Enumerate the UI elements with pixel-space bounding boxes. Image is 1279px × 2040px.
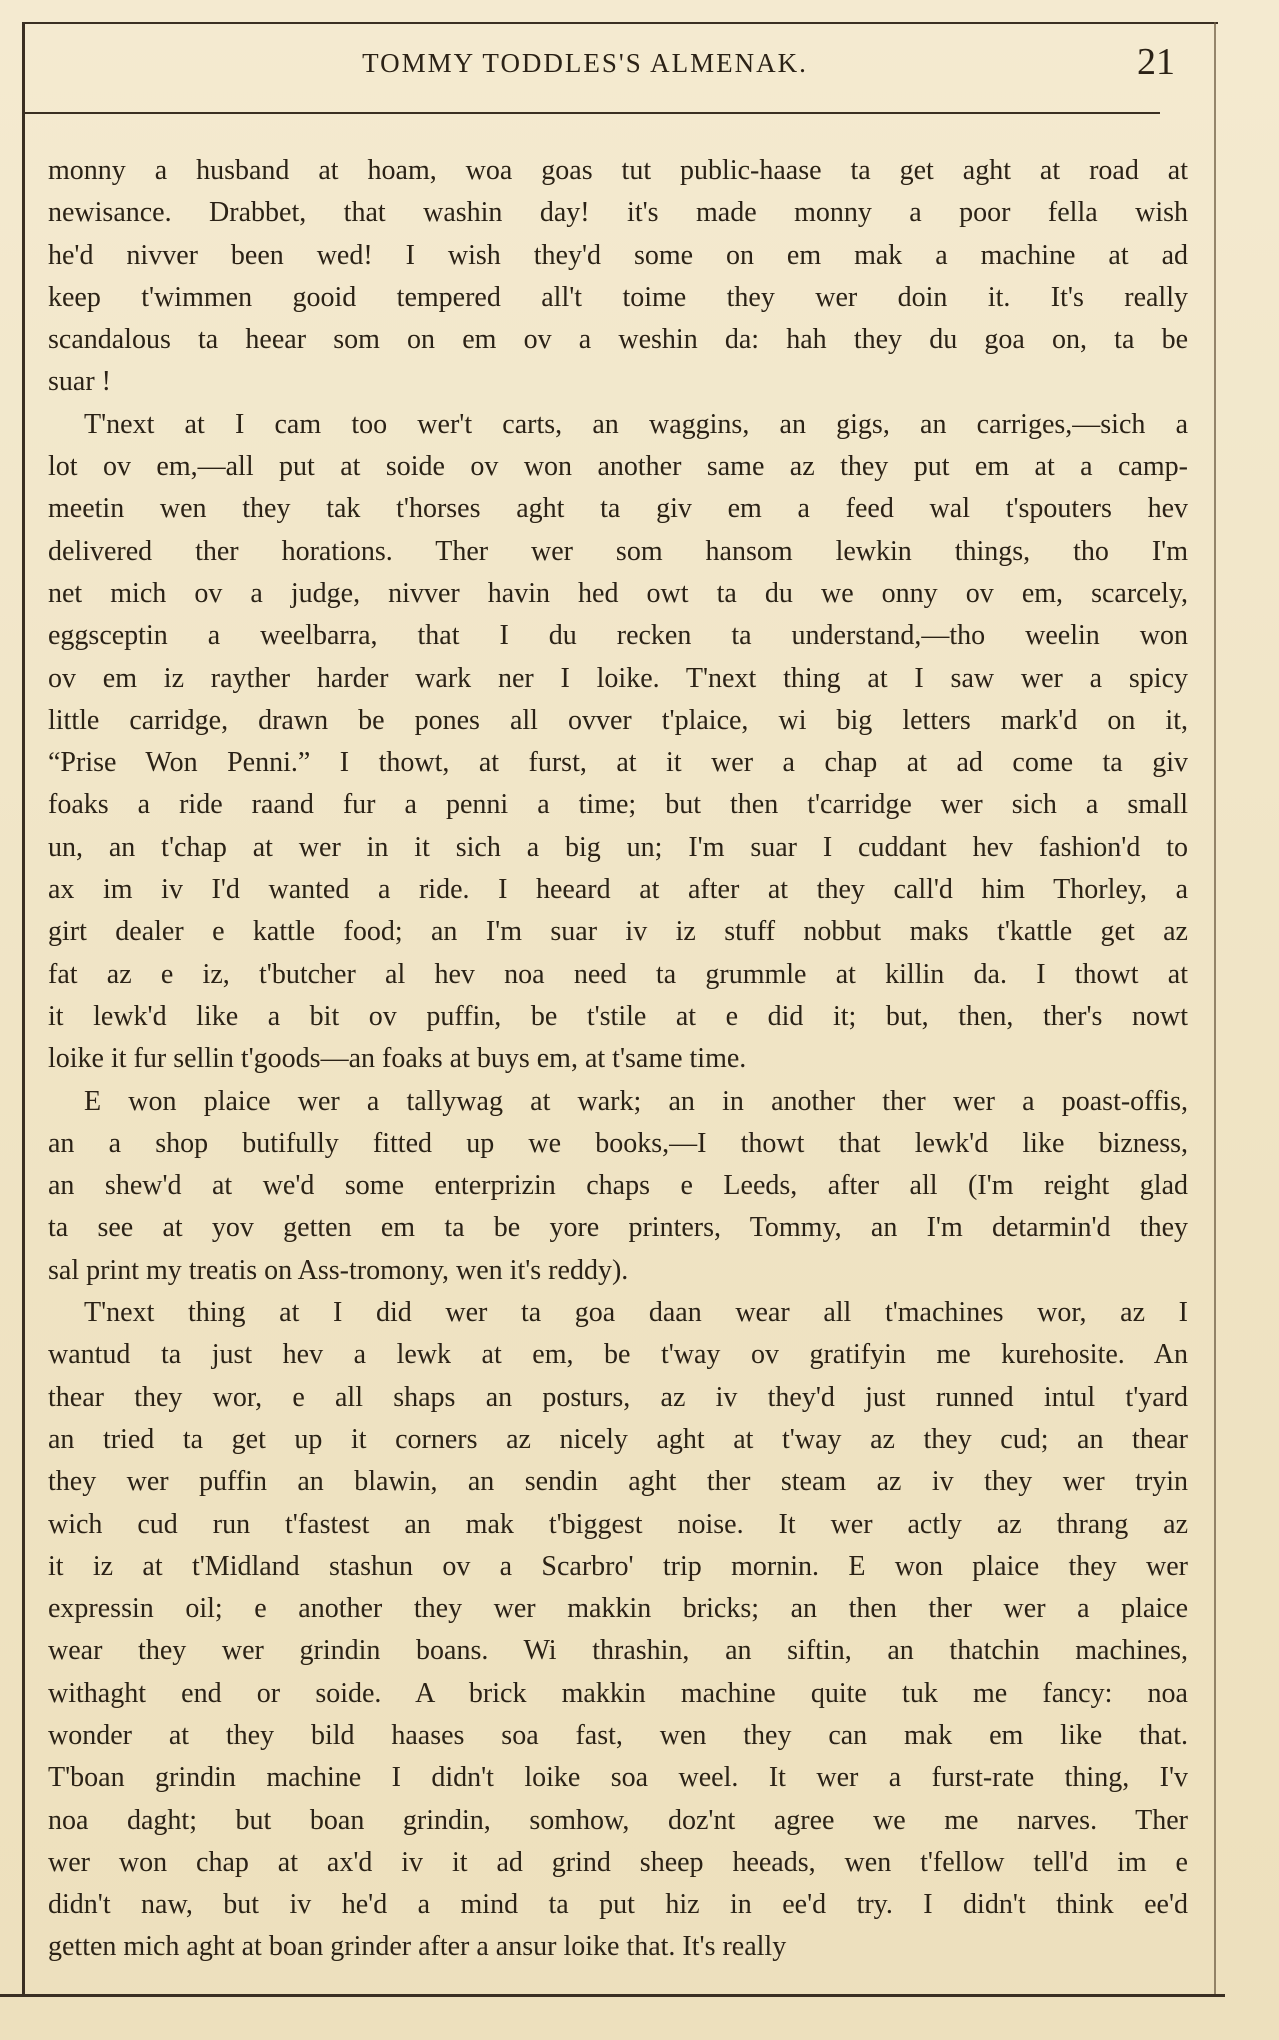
text-line: it iz at t'Midland stashun ov a Scarbro' trip mornin. E won plaice they wer	[48, 1550, 1188, 1582]
text-line: meetin wen they tak t'horses aght ta giv em a feed wal t'spouters hev	[48, 493, 1188, 525]
text-line: wich cud run t'fastest an mak t'biggest noise. It wer actly az thrang az	[48, 1508, 1188, 1540]
text-line: T'boan grindin machine I didn't loike soa weel. It wer a furst-rate thing, I'v	[48, 1762, 1188, 1794]
paragraph	[48, 150, 1188, 404]
page-header	[25, 40, 1185, 90]
header-rule	[25, 112, 1160, 114]
text-line: getten mich aght at boan grinder after a ansur loike that. It's really	[48, 1931, 787, 1963]
text-line: delivered ther horations. Ther wer som hansom lewkin things, tho I'm	[48, 535, 1188, 567]
text-line: T'next thing at I did wer ta goa daan wear all t'machines wor, az I	[84, 1297, 1188, 1329]
text-line: noa daght; but boan grindin, somhow, doz'nt agree we me narves. Ther	[48, 1804, 1188, 1836]
text-line: keep t'wimmen gooid tempered all't toime they wer doin it. It's really	[48, 281, 1188, 313]
text-line: wear they wer grindin boans. Wi thrashin, an siftin, an thatchin machines,	[48, 1635, 1188, 1667]
text-line: loike it fur sellin t'goods—an foaks at buys em, at t'same time.	[48, 1043, 747, 1075]
text-line: suar !	[48, 366, 111, 398]
paragraph	[48, 1081, 1188, 1292]
text-line: they wer puffin an blawin, an sendin aght ther steam az iv they wer tryin	[48, 1466, 1188, 1498]
text-line: little carridge, drawn be pones all ovver t'plaice, wi big letters mark'd on it,	[48, 704, 1188, 736]
text-line: ta see at yov getten em ta be yore printers, Tommy, an I'm detarmin'd they	[48, 1212, 1188, 1244]
text-line: wantud ta just hev a lewk at em, be t'way ov gratifyin me kurehosite. An	[48, 1339, 1188, 1371]
text-line: foaks a ride raand fur a penni a time; but then t'carridge wer sich a small	[48, 789, 1188, 821]
text-line: didn't naw, but iv he'd a mind ta put hiz in ee'd try. I didn't think ee'd	[48, 1889, 1188, 1921]
text-line: monny a husband at hoam, woa goas tut public-haase ta get aght at road at	[48, 155, 1188, 186]
text-line: he'd nivver been wed! I wish they'd some on em mak a machine at ad	[48, 239, 1188, 271]
text-line: ov em iz rayther harder wark ner I loike. T'next thing at I saw wer a spicy	[48, 662, 1188, 694]
text-line: fat az e iz, t'butcher al hev noa need ta grummle at killin da. I thowt at	[48, 958, 1188, 990]
text-line: wer won chap at ax'd iv it ad grind sheep heeads, wen t'fellow tell'd im e	[48, 1846, 1188, 1878]
text-line: it lewk'd like a bit ov puffin, be t'stile at e did it; but, then, ther's nowt	[48, 1000, 1188, 1032]
text-line: newisance. Drabbet, that washin day! it's made monny a poor fella wish	[48, 197, 1188, 229]
text-line: an shew'd at we'd some enterprizin chaps e Leeds, after all (I'm reight glad	[48, 1170, 1188, 1202]
body-text	[48, 150, 1188, 1969]
text-line: eggsceptin a weelbarra, that I du recken ta understand,—tho weelin won	[48, 620, 1188, 652]
text-line: E won plaice wer a tallywag at wark; an in another ther wer a poast-offis,	[84, 1085, 1188, 1117]
text-line: net mich ov a judge, nivver havin hed owt ta du we onny ov em, scarcely,	[48, 577, 1188, 609]
text-line: withaght end or soide. A brick makkin machine quite tuk me fancy: noa	[48, 1677, 1188, 1709]
page-number: 21	[1137, 41, 1175, 83]
text-line: lot ov em,—all put at soide ov won another same az they put em at a camp-	[48, 451, 1188, 483]
paragraph	[48, 404, 1188, 1081]
text-line: expressin oil; e another they wer makkin bricks; an then ther wer a plaice	[48, 1593, 1188, 1625]
text-line: an a shop butifully fitted up we books,—I thowt that lewk'd like bizness,	[48, 1127, 1188, 1159]
text-line: scandalous ta heear som on em ov a weshin da: hah they du goa on, ta be	[48, 324, 1188, 356]
text-line: “Prise Won Penni.” I thowt, at furst, at it wer a chap at ad come ta giv	[48, 747, 1188, 779]
frame-top-border	[22, 22, 1218, 24]
text-line: ax im iv I'd wanted a ride. I heeard at after at they call'd him Thorley, a	[48, 874, 1188, 906]
text-line: an tried ta get up it corners az nicely aght at t'way az they cud; an thear	[48, 1423, 1188, 1455]
frame-bottom-border	[0, 1994, 1225, 1997]
text-line: thear they wor, e all shaps an posturs, az iv they'd just runned intul t'yard	[48, 1381, 1188, 1413]
frame-left-border	[22, 22, 25, 1997]
text-line: girt dealer e kattle food; an I'm suar iv iz stuff nobbut maks t'kattle get az	[48, 916, 1188, 948]
frame-right-border	[1214, 22, 1216, 1997]
text-line: wonder at they bild haases soa fast, wen they can mak em like that.	[48, 1719, 1188, 1751]
text-line: sal print my treatis on Ass-tromony, wen it's reddy).	[48, 1254, 629, 1286]
text-line: un, an t'chap at wer in it sich a big un; I'm suar I cuddant hev fashion'd to	[48, 831, 1188, 863]
running-title: TOMMY TODDLES'S ALMENAK.	[362, 48, 808, 78]
paragraph	[48, 1292, 1188, 1969]
text-line: T'next at I cam too wer't carts, an waggins, an gigs, an carriges,—sich a	[84, 408, 1188, 440]
